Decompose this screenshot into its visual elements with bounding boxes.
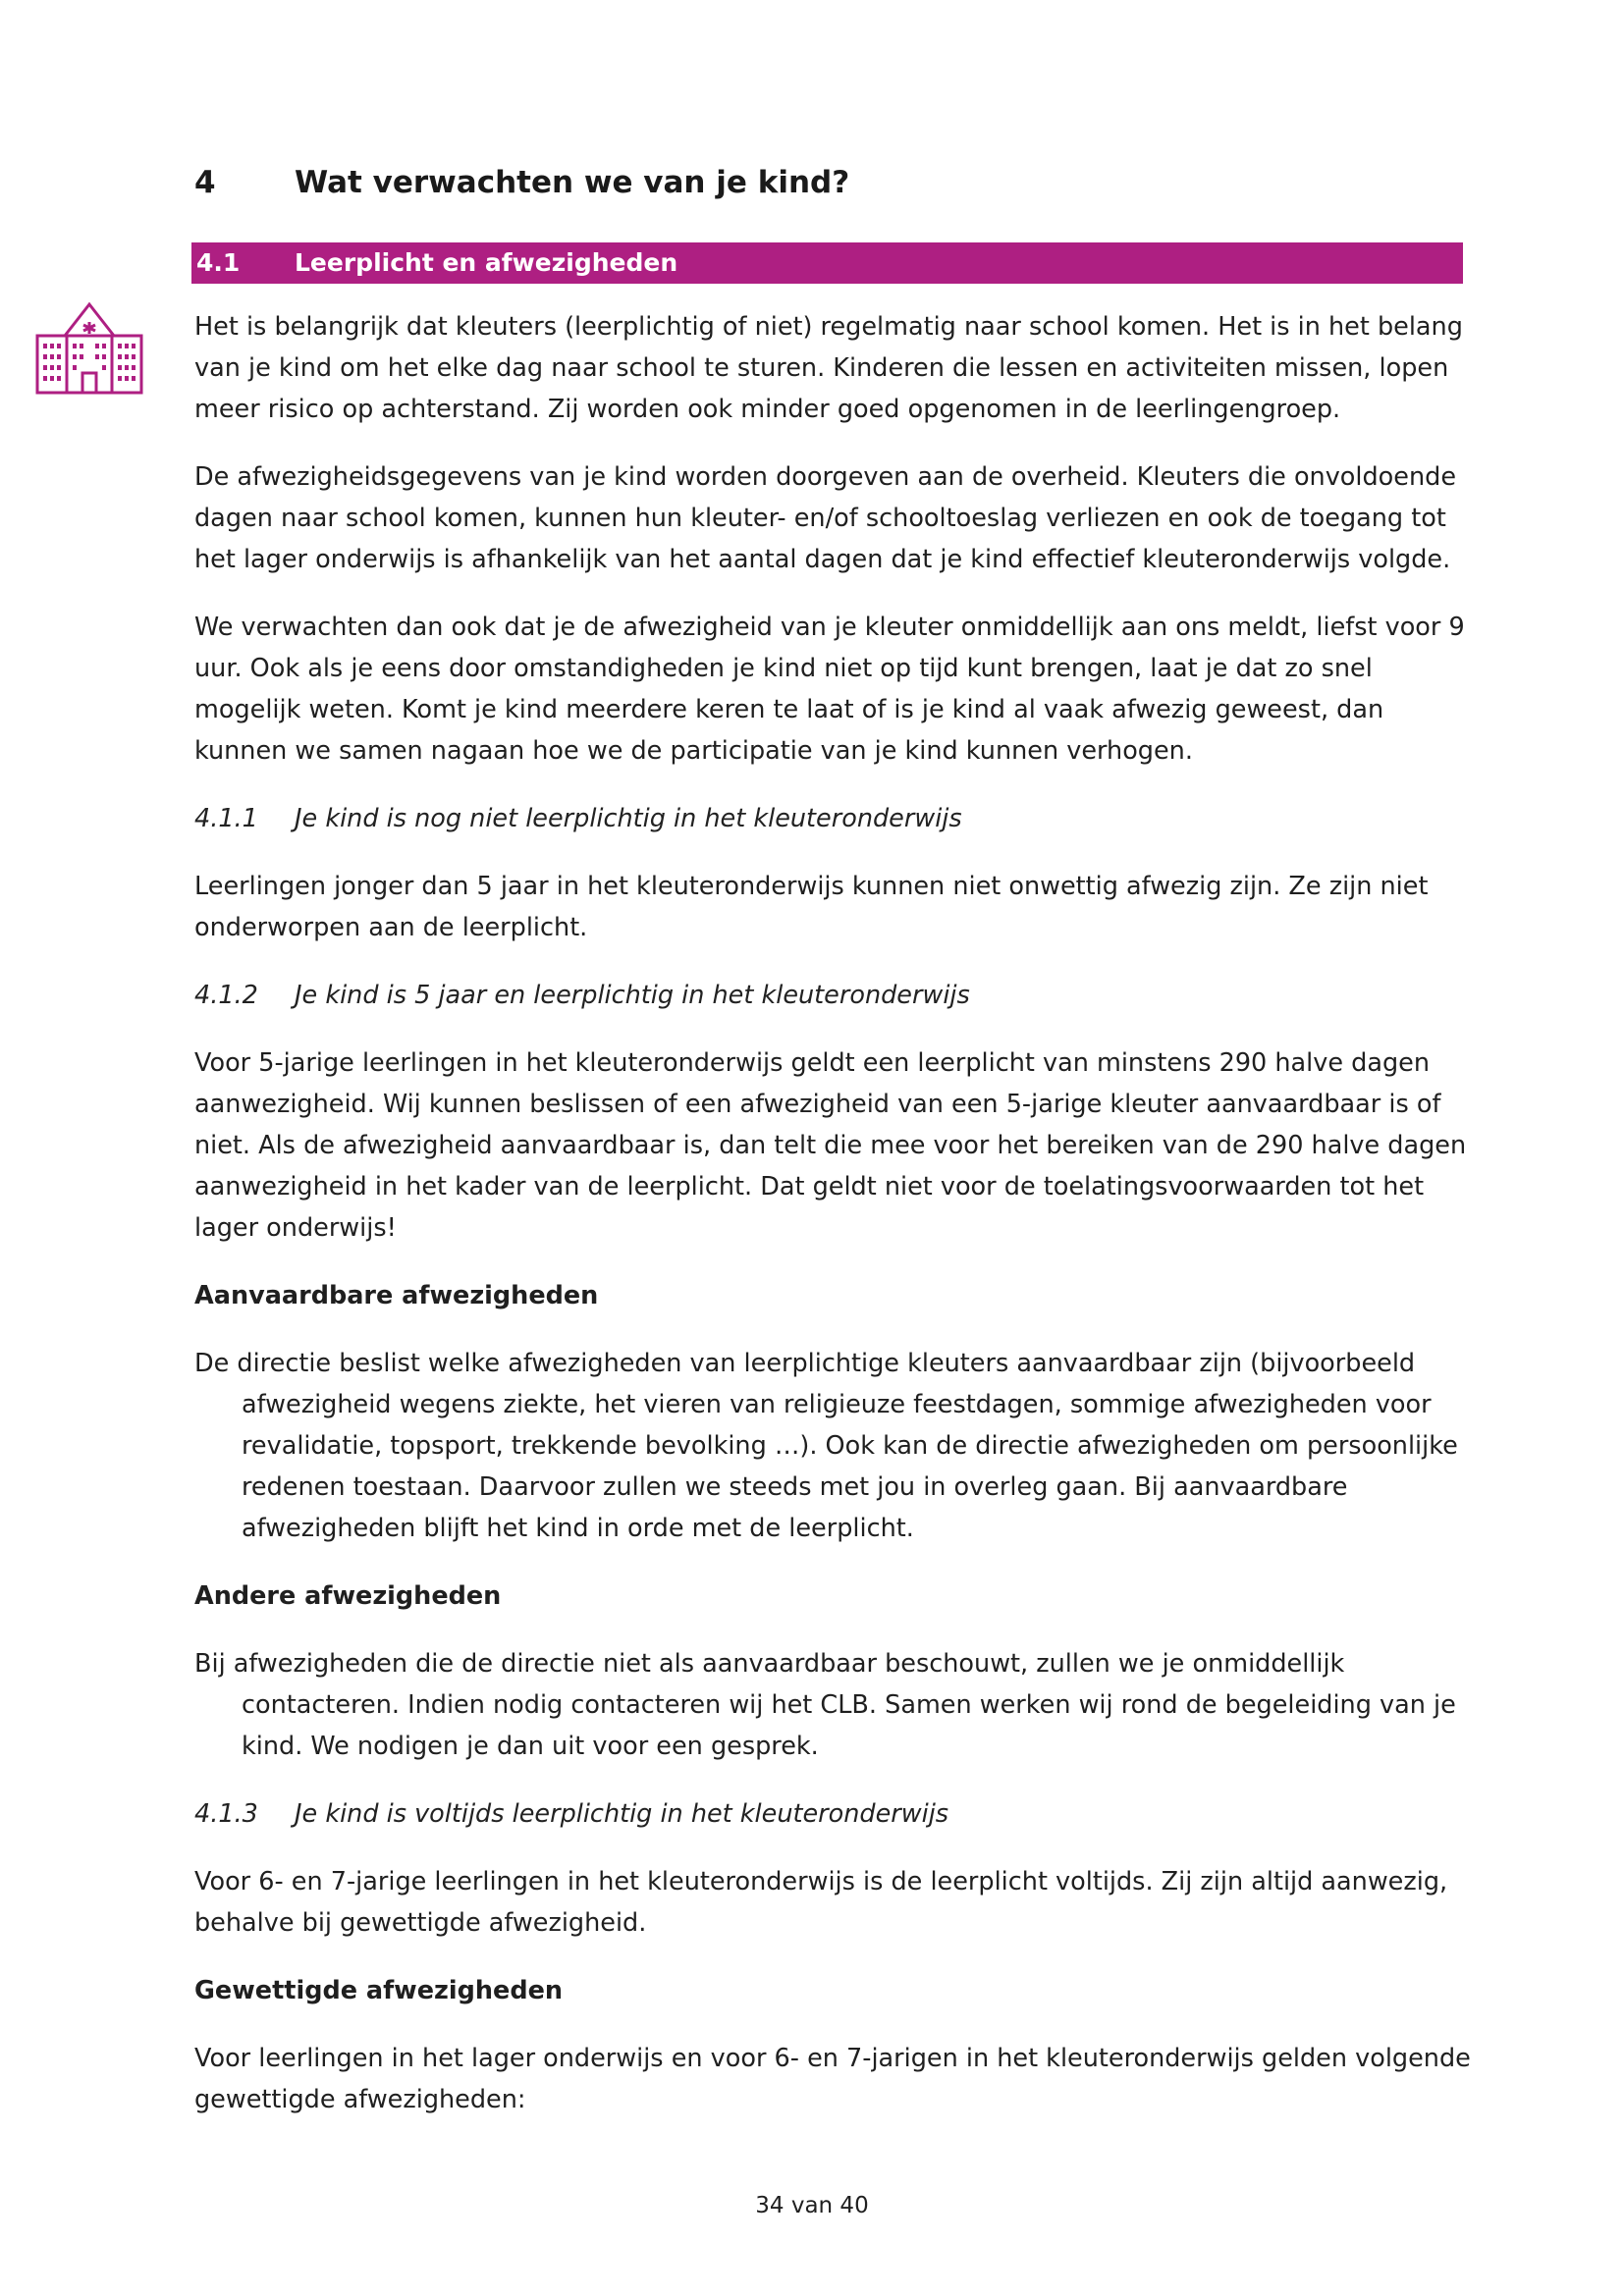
section-title: Leerplicht en afwezigheden — [295, 248, 678, 277]
subsection-heading-4-1-2 — [194, 975, 1476, 1016]
subsection-number: 4.1.3 — [194, 1799, 258, 1829]
paragraph-report-absence: We verwachten dan ook dat je de afwezigheid van je kleuter onmiddellijk aan ons meldt, liefst voor 9 uur. Ook als je eens door omstandigheden je kind niet op tijd kunt brengen, laat je dat zo snel mogelijk weten. Komt je kind meerdere keren te laat of is je kind al vaak afwezig geweest, dan kunnen we samen nagaan hoe we de participatie van je kind kunnen verhogen. — [194, 613, 1465, 766]
section-number: 4.1 — [196, 248, 241, 277]
section-heading-bar — [191, 242, 1463, 284]
chapter-number: 4 — [194, 165, 216, 200]
heading-acceptable-absences: Aanvaardbare afwezigheden — [194, 1281, 599, 1310]
subsection-heading-4-1-3 — [194, 1793, 1476, 1835]
page-number: 34 van 40 — [755, 2193, 869, 2218]
paragraph-absence-data: De afwezigheidsgegevens van je kind worden doorgeven aan de overheid. Kleuters die onvoldoende dagen naar school komen, kunnen hun kleuter- en/of schooltoeslag verliezen en ook de toegang tot het lager onderwijs is afhankelijk van het aantal dagen dat je kind effectief kleuteronderwijs volgde. — [194, 462, 1457, 574]
paragraph-acceptable-absences: De directie beslist welke afwezigheden van leerplichtige kleuters aanvaardbaar zijn (bijvoorbeeld afwezigheid wegens ziekte, het vieren van religieuze feestdagen, sommige afwezigheden voor revalidatie, topsport, trekkende bevolking …). Ook kan de directie afwezigheden om persoonlijke redenen toestaan. Daarvoor zullen we steeds met jou in overleg gaan. Bij aanvaardbare afwezigheden blijft het kind in orde met de leerplicht. — [194, 1349, 1458, 1543]
subsection-title: Je kind is 5 jaar en leerplichtig in het kleuteronderwijs — [295, 981, 970, 1010]
subsection-title: Je kind is voltijds leerplichtig in het kleuteronderwijs — [295, 1799, 949, 1829]
subsection-heading-4-1-1 — [194, 798, 1476, 839]
heading-legal-absences: Gewettigde afwezigheden — [194, 1976, 564, 2005]
subsection-number: 4.1.1 — [194, 804, 258, 833]
heading-other-absences: Andere afwezigheden — [194, 1581, 502, 1611]
paragraph-legal-absences: Voor leerlingen in het lager onderwijs en voor 6- en 7-jarigen in het kleuteronderwijs gelden volgende gewettigde afwezigheden: — [194, 2044, 1471, 2114]
school-building-icon — [35, 300, 143, 395]
paragraph-other-absences: Bij afwezigheden die de directie niet als aanvaardbaar beschouwt, zullen we je onmiddellijk contacteren. Indien nodig contacteren wij het CLB. Samen werken wij rond de begeleiding van je kind. We nodigen je dan uit voor een gesprek. — [194, 1649, 1456, 1761]
chapter-title: Wat verwachten we van je kind? — [295, 165, 850, 200]
paragraph-full-time: Voor 6- en 7-jarige leerlingen in het kleuteronderwijs is de leerplicht voltijds. Zij zijn altijd aanwezig, behalve bij gewettigde afwezigheid. — [194, 1867, 1448, 1938]
body-text — [194, 306, 1476, 2147]
paragraph-under-5: Leerlingen jonger dan 5 jaar in het kleuteronderwijs kunnen niet onwettig afwezig zijn. Ze zijn niet onderworpen aan de leerplicht. — [194, 872, 1429, 942]
paragraph-attendance-importance: Het is belangrijk dat kleuters (leerplichtig of niet) regelmatig naar school komen. Het is in het belang van je kind om het elke dag naar school te sturen. Kinderen die lessen en activiteiten missen, lopen meer risico op achterstand. Zij worden ook minder goed opgenomen in de leerlingengroep. — [194, 312, 1463, 424]
paragraph-5-year-olds: Voor 5-jarige leerlingen in het kleuteronderwijs geldt een leerplicht van minstens 290 halve dagen aanwezigheid. Wij kunnen beslissen of een afwezigheid van een 5-jarige kleuter aanvaardbaar is of niet. Als de afwezigheid aanvaardbaar is, dan telt die mee voor het bereiken van de 290 halve dagen aanwezigheid in het kader van de leerplicht. Dat geldt niet voor de toelatingsvoorwaarden tot het lager onderwijs! — [194, 1048, 1467, 1243]
subsection-number: 4.1.2 — [194, 981, 258, 1010]
subsection-title: Je kind is nog niet leerplichtig in het kleuteronderwijs — [295, 804, 962, 833]
